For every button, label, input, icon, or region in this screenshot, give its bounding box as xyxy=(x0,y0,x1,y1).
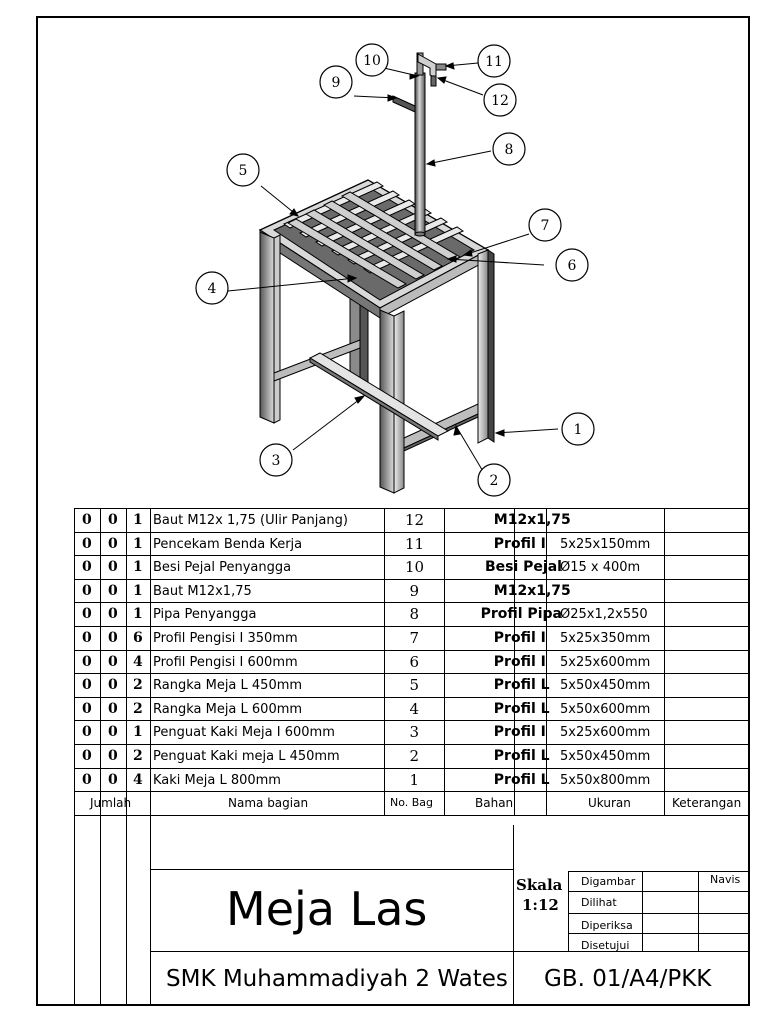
support-pipe xyxy=(415,73,425,235)
role-digambar: Digambar xyxy=(581,875,636,888)
qty-digit-2: 0 xyxy=(108,677,118,694)
callout-label: 6 xyxy=(567,258,577,274)
qty-digit-2: 0 xyxy=(108,700,118,717)
qty-digit-3: 1 xyxy=(133,535,143,552)
part-number: 5 xyxy=(409,676,420,695)
part-material: Profil Pipa xyxy=(480,606,562,623)
qty-digit-2: 0 xyxy=(108,535,118,552)
qty-digit-2: 0 xyxy=(108,771,118,788)
callout-label: 12 xyxy=(491,93,509,109)
drawer-name: Navis xyxy=(710,873,741,886)
callout-label: 5 xyxy=(238,163,248,179)
qty-digit-1: 0 xyxy=(82,748,92,764)
qty-digit-2: 0 xyxy=(108,653,118,670)
qty-digit-2: 0 xyxy=(108,582,118,599)
leg-brace-middle xyxy=(310,353,448,436)
callout-label: 8 xyxy=(504,142,514,158)
school-name: SMK Muhammadiyah 2 Wates xyxy=(166,966,508,992)
part-number: 2 xyxy=(409,747,420,765)
part-size: 5x25x350mm xyxy=(560,631,651,646)
qty-digit-3: 1 xyxy=(133,512,143,528)
part-size: Ø15 x 400m xyxy=(560,560,641,576)
part-material: Profil L xyxy=(493,771,550,788)
part-name: Baut M12x1,75 xyxy=(153,583,252,599)
qty-digit-3: 6 xyxy=(133,630,143,646)
part-number: 12 xyxy=(405,511,425,529)
part-name: Besi Pejal Penyangga xyxy=(153,560,292,576)
qty-digit-1: 0 xyxy=(82,606,92,623)
part-name: Kaki Meja L 800mm xyxy=(153,772,281,788)
part-material: M12x1,75 xyxy=(493,582,571,599)
qty-digit-2: 0 xyxy=(108,559,118,576)
qty-digit-2: 0 xyxy=(108,630,118,646)
role-dilihat: Dilihat xyxy=(581,896,617,909)
part-size: 5x25x150mm xyxy=(560,536,651,552)
long-bolt xyxy=(431,76,436,86)
part-material: Profil L xyxy=(493,677,550,694)
header-ukuran: Ukuran xyxy=(588,796,631,811)
qty-digit-2: 0 xyxy=(108,606,118,623)
scale-label: Skala xyxy=(516,876,563,894)
qty-digit-3: 1 xyxy=(133,606,143,623)
part-material: Besi Pejal xyxy=(485,559,562,576)
callout-label: 4 xyxy=(207,281,217,297)
callout-label: 1 xyxy=(573,422,583,438)
header-keterangan: Keterangan xyxy=(672,796,742,811)
callout-label: 7 xyxy=(540,218,550,234)
part-number: 8 xyxy=(409,605,420,624)
qty-digit-2: 0 xyxy=(108,512,118,528)
part-name: Rangka Meja L 600mm xyxy=(153,701,303,717)
part-number: 4 xyxy=(409,699,420,718)
part-name: Penguat Kaki Meja I 600mm xyxy=(153,725,335,741)
header-no-bag: No. Bag xyxy=(390,796,434,810)
part-number: 6 xyxy=(409,652,420,671)
part-name: Baut M12x 1,75 (Ulir Panjang) xyxy=(153,513,348,528)
qty-digit-3: 1 xyxy=(133,724,143,741)
qty-digit-3: 2 xyxy=(133,748,143,764)
front-left-leg xyxy=(260,232,274,423)
part-size: 5x50x800mm xyxy=(560,772,651,788)
qty-digit-3: 2 xyxy=(133,677,143,694)
qty-digit-1: 0 xyxy=(82,700,92,717)
qty-digit-1: 0 xyxy=(82,724,92,741)
qty-digit-3: 4 xyxy=(133,653,143,670)
part-material: Profil I xyxy=(493,724,546,741)
front-right-leg xyxy=(478,250,488,443)
part-name: Profil Pengisi I 600mm xyxy=(153,654,298,670)
welding-table-isometric-drawing xyxy=(38,18,748,508)
header-nama-bagian: Nama bagian xyxy=(228,796,309,811)
callout-label: 2 xyxy=(489,473,499,489)
callout-label: 3 xyxy=(271,453,281,469)
part-material: Profil I xyxy=(493,653,546,670)
qty-digit-1: 0 xyxy=(82,559,92,576)
header-jumlah: Jumlah xyxy=(90,796,132,811)
part-size: 5x50x450mm xyxy=(560,678,651,694)
callout-label: 11 xyxy=(485,54,503,70)
part-number: 10 xyxy=(405,558,425,577)
role-diperiksa: Diperiksa xyxy=(581,919,633,932)
part-material: Profil L xyxy=(493,748,550,764)
qty-digit-2: 0 xyxy=(108,748,118,764)
part-name: Profil Pengisi I 350mm xyxy=(153,631,298,646)
qty-digit-3: 1 xyxy=(133,582,143,599)
part-number: 3 xyxy=(409,723,420,742)
qty-digit-1: 0 xyxy=(82,653,92,670)
qty-digit-2: 0 xyxy=(108,724,118,741)
part-size: 5x50x450mm xyxy=(560,749,651,764)
part-name: Rangka Meja L 450mm xyxy=(153,678,303,694)
part-size: 5x50x600mm xyxy=(560,701,651,717)
part-size: 5x25x600mm xyxy=(560,725,651,741)
callout-label: 10 xyxy=(363,53,381,69)
qty-digit-3: 1 xyxy=(133,559,143,576)
qty-digit-3: 4 xyxy=(133,771,143,788)
drawing-sheet xyxy=(36,16,750,1006)
qty-digit-1: 0 xyxy=(82,677,92,694)
drawing-number: GB. 01/A4/PKK xyxy=(544,966,712,992)
qty-digit-1: 0 xyxy=(82,535,92,552)
part-material: Profil L xyxy=(493,700,550,717)
qty-digit-1: 0 xyxy=(82,630,92,646)
qty-digit-1: 0 xyxy=(82,771,92,788)
part-material: Profil I xyxy=(493,535,546,552)
part-material: Profil I xyxy=(493,630,546,646)
part-number: 1 xyxy=(409,770,420,789)
qty-digit-1: 0 xyxy=(82,512,92,528)
part-name: Pencekam Benda Kerja xyxy=(153,536,303,552)
scale-value: 1:12 xyxy=(522,896,559,914)
part-number: 9 xyxy=(409,581,420,600)
part-number: 11 xyxy=(405,534,425,553)
header-bahan: Bahan xyxy=(475,796,514,811)
role-disetujui: Disetujui xyxy=(581,939,630,952)
part-name: Pipa Penyangga xyxy=(153,607,257,623)
qty-digit-1: 0 xyxy=(82,582,92,599)
part-name: Penguat Kaki meja L 450mm xyxy=(153,749,340,764)
qty-digit-3: 2 xyxy=(133,700,143,717)
part-material: M12x1,75 xyxy=(493,512,571,528)
drawing-title: Meja Las xyxy=(226,882,428,936)
callout-label: 9 xyxy=(331,75,341,91)
part-size: Ø25x1,2x550 xyxy=(560,607,648,623)
part-number: 7 xyxy=(409,629,420,647)
part-size: 5x25x600mm xyxy=(560,654,651,670)
